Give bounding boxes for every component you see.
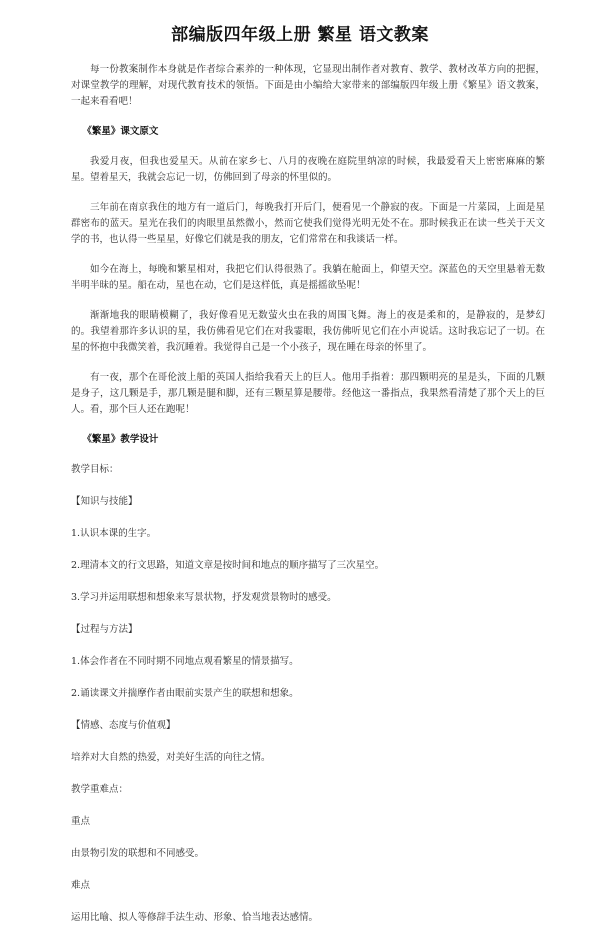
original-paragraph: 我爱月夜，但我也爱星天。从前在家乡七、八月的夜晚在庭院里纳凉的时候，我最爱看天上密密麻麻的繁星。望着星天，我就会忘记一切，仿佛回到了母亲的怀里似的。 [71,156,545,183]
document-body [71,62,545,942]
design-item: 难点 [71,880,91,891]
design-item: 由景物引发的联想和不同感受。 [71,848,205,859]
design-item: 重点 [71,816,91,827]
design-item: 2.诵读课文并揣摩作者由眼前实景产生的联想和想象。 [71,688,299,699]
original-paragraph: 渐渐地我的眼睛模糊了，我好像看见无数萤火虫在我的周围飞舞。海上的夜是柔和的，是静寂的，是梦幻的。我望着那许多认识的星，我仿佛看见它们在对我霎眼，我仿佛听见它们在小声说话。这时我忘记了一切。在星的怀抱中我微笑着，我沉睡着。我觉得自己是一个小孩子，现在睡在母亲的怀里了。 [71,310,545,353]
page-title: 部编版四年级上册 繁星 语文教案 [171,25,429,45]
original-paragraph: 如今在海上，每晚和繁星相对，我把它们认得很熟了。我躺在舱面上，仰望天空。深蓝色的天空里悬着无数半明半昧的星。船在动，星也在动，它们是这样低，真是摇摇欲坠呢！ [71,264,545,291]
design-item: 教学目标： [71,464,119,475]
design-item: 教学重难点： [71,784,129,795]
design-item: 2.理清本文的行文思路，知道文章是按时间和地点的顺序描写了三次星空。 [71,560,385,571]
intro-paragraph: 每一份教案制作本身就是作者综合素养的一种体现，它显现出制作者对教育、教学、教材改革方向的把握，对课堂教学的理解，对现代教育技术的领悟。下面是由小编给大家带来的部编版四年级上册《繁星》语文教案，一起来看看吧！ [71,64,545,107]
design-item: 运用比喻、拟人等修辞手法生动、形象、恰当地表达感情。 [71,912,319,923]
design-item: 1.体会作者在不同时期不同地点观看繁星的情景描写。 [71,656,299,667]
design-item: 【知识与技能】 [71,496,138,507]
design-item: 【情感、态度与价值观】 [71,720,176,731]
design-item: 【过程与方法】 [71,624,138,635]
original-paragraph: 有一夜，那个在哥伦波上船的英国人指给我看天上的巨人。他用手指着：那四颗明亮的星是头，下面的几颗是身子，这几颗是手，那几颗是腿和脚，还有三颗星算是腰带。经他这一番指点，我果然看清楚了那个天上的巨人。看，那个巨人还在跑呢！ [71,372,545,415]
original-paragraph: 三年前在南京我住的地方有一道后门，每晚我打开后门，便看见一个静寂的夜。下面是一片菜园，上面是星群密布的蓝天。星光在我们的肉眼里虽然微小，然而它使我们觉得光明无处不在。那时候我正在读一些关于天文学的书，也认得一些星星，好像它们就是我的朋友，它们常常在和我谈话一样。 [71,202,545,245]
design-item: 3.学习并运用联想和想象来写景状物，抒发观赏景物时的感受。 [71,592,337,603]
design-item: 培养对大自然的热爱，对美好生活的向往之情。 [71,752,271,763]
section-heading-design: 《繁星》教学设计 [82,434,159,445]
section-heading-original: 《繁星》课文原文 [82,126,159,137]
design-item: 1.认识本课的生字。 [71,528,157,539]
